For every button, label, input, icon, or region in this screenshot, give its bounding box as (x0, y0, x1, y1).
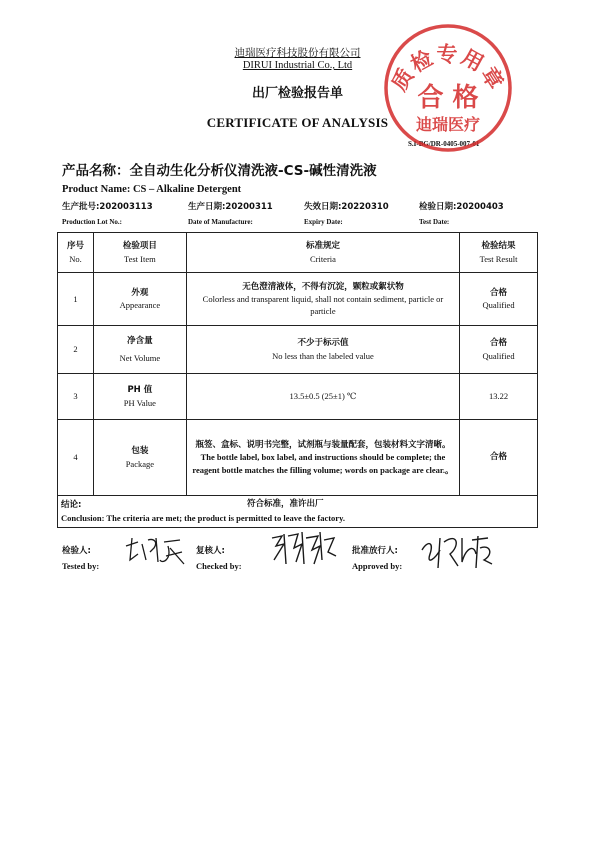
quality-stamp (382, 22, 514, 154)
header-no: 序号 No. (58, 233, 94, 273)
header-criteria: 标准规定 Criteria (186, 233, 459, 273)
table-row (58, 420, 538, 496)
stamp-center-text: 合 格 (417, 83, 479, 113)
product-name-cn: 产品名称：全自动生化分析仪清洗液-CS-碱性清洗液 (62, 163, 377, 179)
checker-signature (268, 526, 340, 572)
stamp-bottom-text: 迪瑞医疗 (415, 115, 481, 134)
test-date-cn: 检验日期:20200403 (419, 202, 504, 212)
header-test-item: 检验项目 Test Item (93, 233, 186, 273)
manufacture-date-cn: 生产日期:20200311 (188, 202, 273, 212)
checked-by-label-en: Checked by: (196, 561, 242, 571)
expiry-date-cn: 失效日期:20220310 (304, 202, 389, 212)
row-result: 合格 (460, 420, 538, 496)
header-test-result: 检验结果 Test Result (460, 233, 538, 273)
conclusion-en: Conclusion: The criteria are met; the product is permitted to leave the factory. (61, 513, 345, 524)
row-test-item: 净含量 Net Volume (93, 326, 186, 374)
report-title-cn: 出厂检验报告单 (251, 86, 343, 101)
document-code: S.I-BG/DR-0405-007-01 (408, 140, 480, 148)
row-criteria: 不少于标示值 No less than the labeled value (186, 326, 459, 374)
report-title-en: CERTIFICATE OF ANALYSIS (206, 115, 389, 130)
approved-by-label-cn: 批准放行人: (352, 546, 398, 556)
test-results-table (57, 232, 538, 528)
row-test-item: 包装 Package (93, 420, 186, 496)
stamp-arc-text: 质检专用章 (387, 42, 509, 96)
conclusion-row (58, 496, 538, 528)
row-no: 1 (58, 273, 94, 326)
tested-by-label-cn: 检验人: (62, 546, 91, 556)
production-lot-cn: 生产批号:202003113 (62, 202, 153, 212)
production-lot-en: Production Lot No.: (62, 218, 122, 226)
table-header-row (58, 233, 538, 273)
company-name-cn: 迪瑞医疗科技股份有限公司 (234, 48, 361, 59)
conclusion-label-cn: 结论: (61, 500, 82, 511)
table-row (58, 326, 538, 374)
tester-signature (120, 530, 190, 572)
row-criteria: 13.5±0.5 (25±1) ℃ (186, 374, 459, 420)
row-result: 合格 Qualified (460, 326, 538, 374)
row-criteria: 无色澄清液体，不得有沉淀，颗粒或絮状物 Colorless and transparent liquid, shall not contain sediment, particle or particle (186, 273, 459, 326)
row-no: 3 (58, 374, 94, 420)
approver-signature (418, 528, 498, 574)
approved-by-label-en: Approved by: (352, 561, 403, 571)
test-date-en: Test Date: (419, 218, 450, 226)
table-row (58, 273, 538, 326)
conclusion-cn: 符合标准，准许出厂 (247, 499, 324, 510)
row-no: 2 (58, 326, 94, 374)
row-criteria: 瓶签、盒标、说明书完整，试剂瓶与装量配套，包装材料文字清晰。 The bottle label, box label, and instructions should be complete; the reagent bottle matches the filling volume; words on package are clear.。 (186, 420, 459, 496)
manufacture-date-en: Date of Manufacture: (188, 218, 253, 226)
row-no: 4 (58, 420, 94, 496)
row-test-item: PH 值 PH Value (93, 374, 186, 420)
table-row (58, 374, 538, 420)
row-result: 合格 Qualified (460, 273, 538, 326)
row-test-item: 外观 Appearance (93, 273, 186, 326)
checked-by-label-cn: 复核人: (196, 546, 225, 556)
product-name-en: Product Name: CS – Alkaline Detergent (62, 184, 242, 195)
row-result: 13.22 (460, 374, 538, 420)
company-name-en: DIRUI Industrial Co., Ltd (242, 60, 353, 71)
expiry-date-en: Expiry Date: (304, 218, 343, 226)
conclusion-cell (58, 496, 538, 528)
tested-by-label-en: Tested by: (62, 561, 100, 571)
